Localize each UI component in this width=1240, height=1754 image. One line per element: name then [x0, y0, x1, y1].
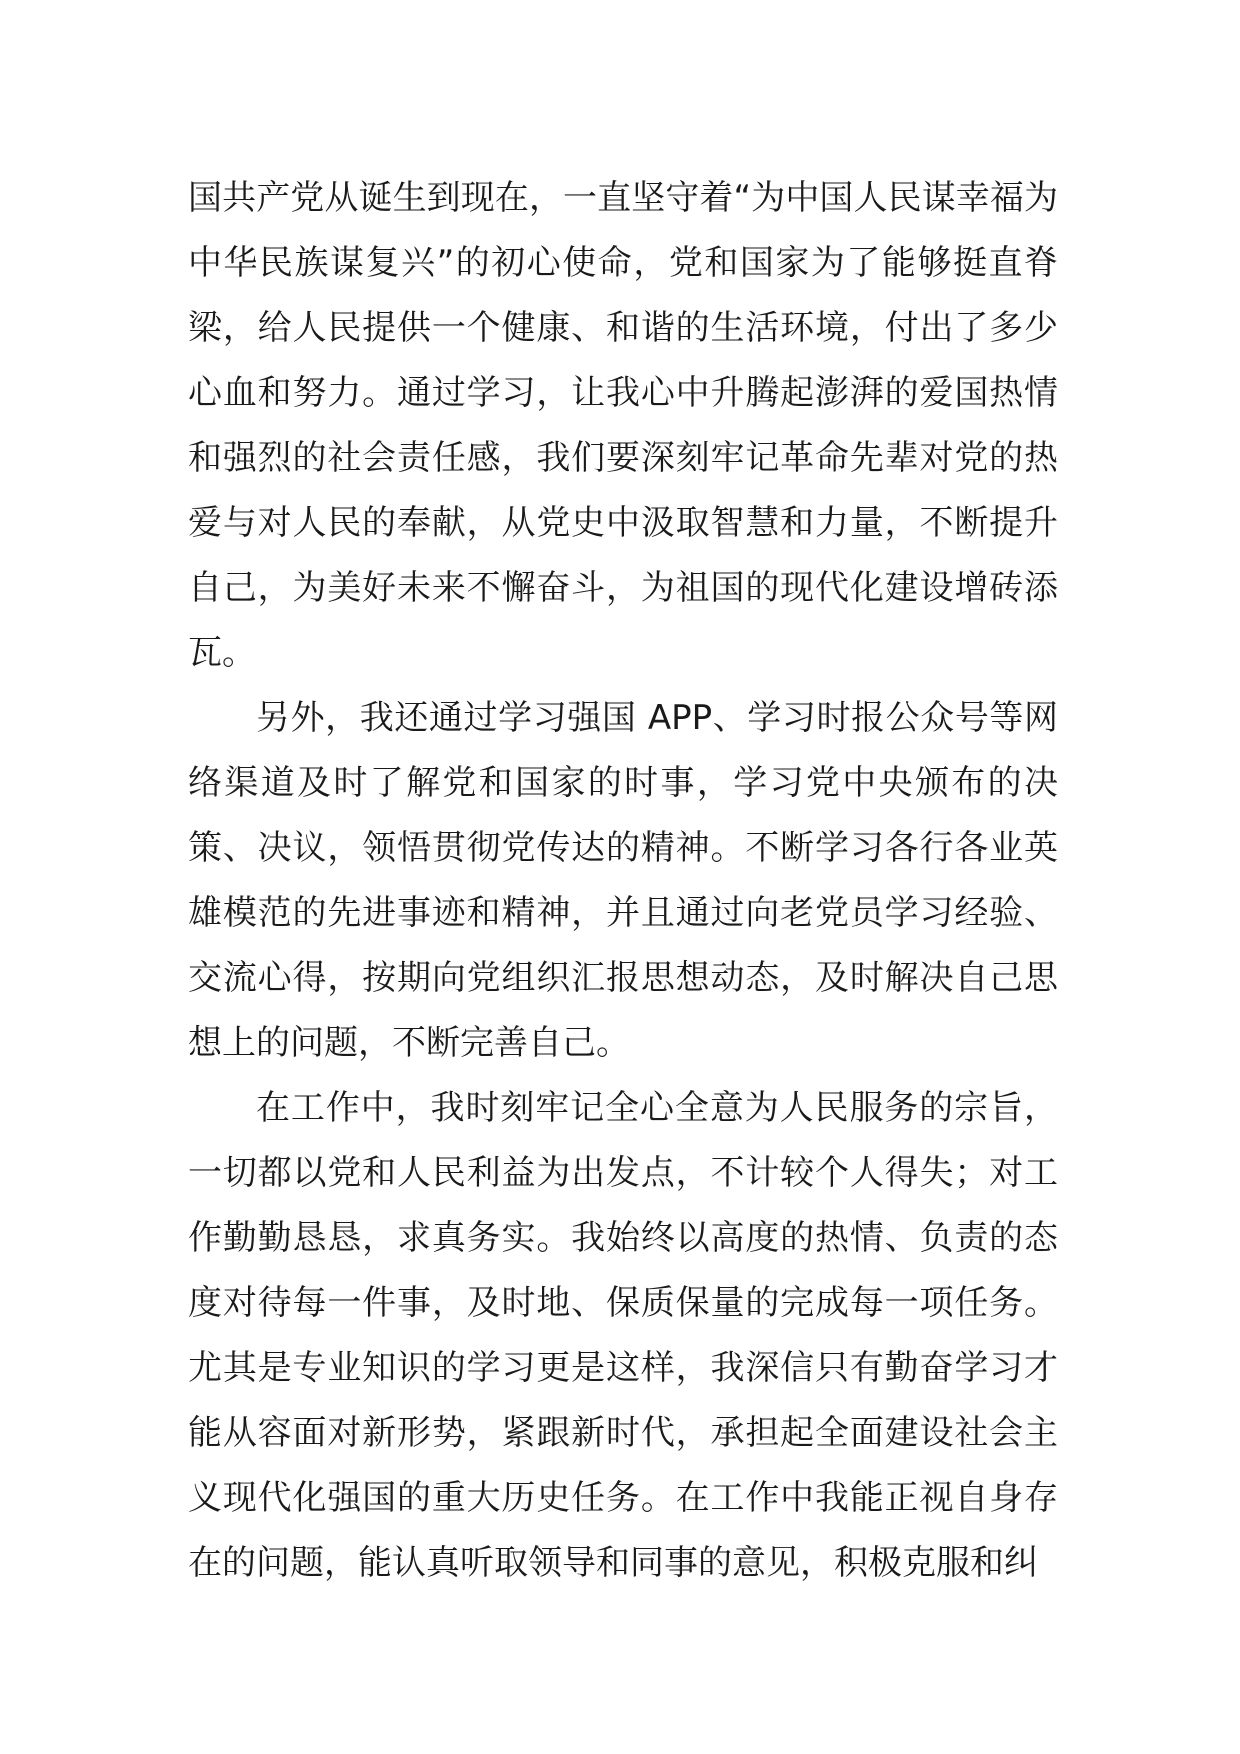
paragraph-2: 另外，我还通过学习强国 APP、学习时报公众号等网络渠道及时了解党和国家的时事，学习党中央颁布的决策、决议，领悟贯彻党传达的精神。不断学习各行各业英雄模范的先进事迹和精神，并且通过向老党员学习经验、交流心得，按期向党组织汇报思想动态，及时解决自己思想上的问题，不断完善自己。 — [188, 698, 1058, 1063]
document-body — [188, 166, 1058, 1596]
paragraph-1: 国共产党从诞生到现在，一直坚守着“为中国人民谋幸福为中华民族谋复兴”的初心使命，党和国家为了能够挺直脊梁，给人民提供一个健康、和谐的生活环境，付出了多少心血和努力。通过学习，让我心中升腾起澎湃的爱国热情和强烈的社会责任感，我们要深刻牢记革命先辈对党的热爱与对人民的奉献，从党史中汲取智慧和力量，不断提升自己，为美好未来不懈奋斗，为祖国的现代化建设增砖添瓦。 — [188, 178, 1058, 673]
paragraph-3: 在工作中，我时刻牢记全心全意为人民服务的宗旨，一切都以党和人民利益为出发点，不计较个人得失；对工作勤勤恳恳，求真务实。我始终以高度的热情、负责的态度对待每一件事，及时地、保质保量的完成每一项任务。尤其是专业知识的学习更是这样，我深信只有勤奋学习才能从容面对新形势，紧跟新时代，承担起全面建设社会主义现代化强国的重大历史任务。在工作中我能正视自身存在的问题，能认真听取领导和同事的意见，积极克服和纠 — [188, 1088, 1058, 1583]
